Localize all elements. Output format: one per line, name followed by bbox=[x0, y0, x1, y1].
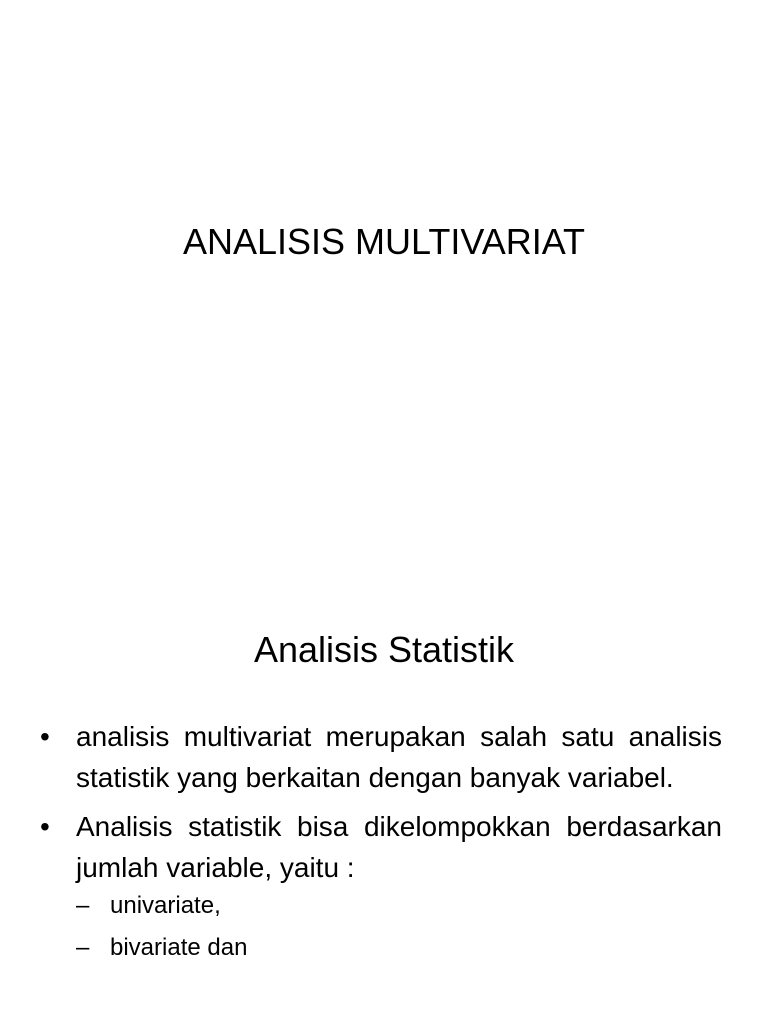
bullet-list bbox=[38, 716, 722, 974]
bullet-dot-icon: • bbox=[40, 721, 50, 752]
dash-icon: – bbox=[76, 892, 90, 919]
bullet-item bbox=[38, 716, 722, 798]
sub-bullet-text: bivariate dan bbox=[110, 934, 248, 961]
bullet-item bbox=[38, 806, 722, 964]
sub-bullet-list bbox=[76, 890, 722, 964]
slide-heading: Analisis Statistik bbox=[253, 629, 515, 670]
bullet-text: analisis multivariat merupakan salah satu analisis statistik yang berkaitan dengan banyak variabel. bbox=[76, 721, 722, 793]
slide-title: ANALISIS MULTIVARIAT bbox=[182, 221, 586, 262]
dash-icon: – bbox=[76, 934, 90, 961]
sub-bullet-item bbox=[76, 890, 722, 922]
bullet-dot-icon: • bbox=[40, 811, 50, 842]
slide-2 bbox=[0, 576, 768, 1024]
bullet-text: Analisis statistik bisa dikelompokkan berdasarkan jumlah variable, yaitu : bbox=[76, 811, 722, 883]
sub-bullet-text: univariate, bbox=[110, 892, 221, 919]
sub-bullet-item bbox=[76, 932, 722, 964]
